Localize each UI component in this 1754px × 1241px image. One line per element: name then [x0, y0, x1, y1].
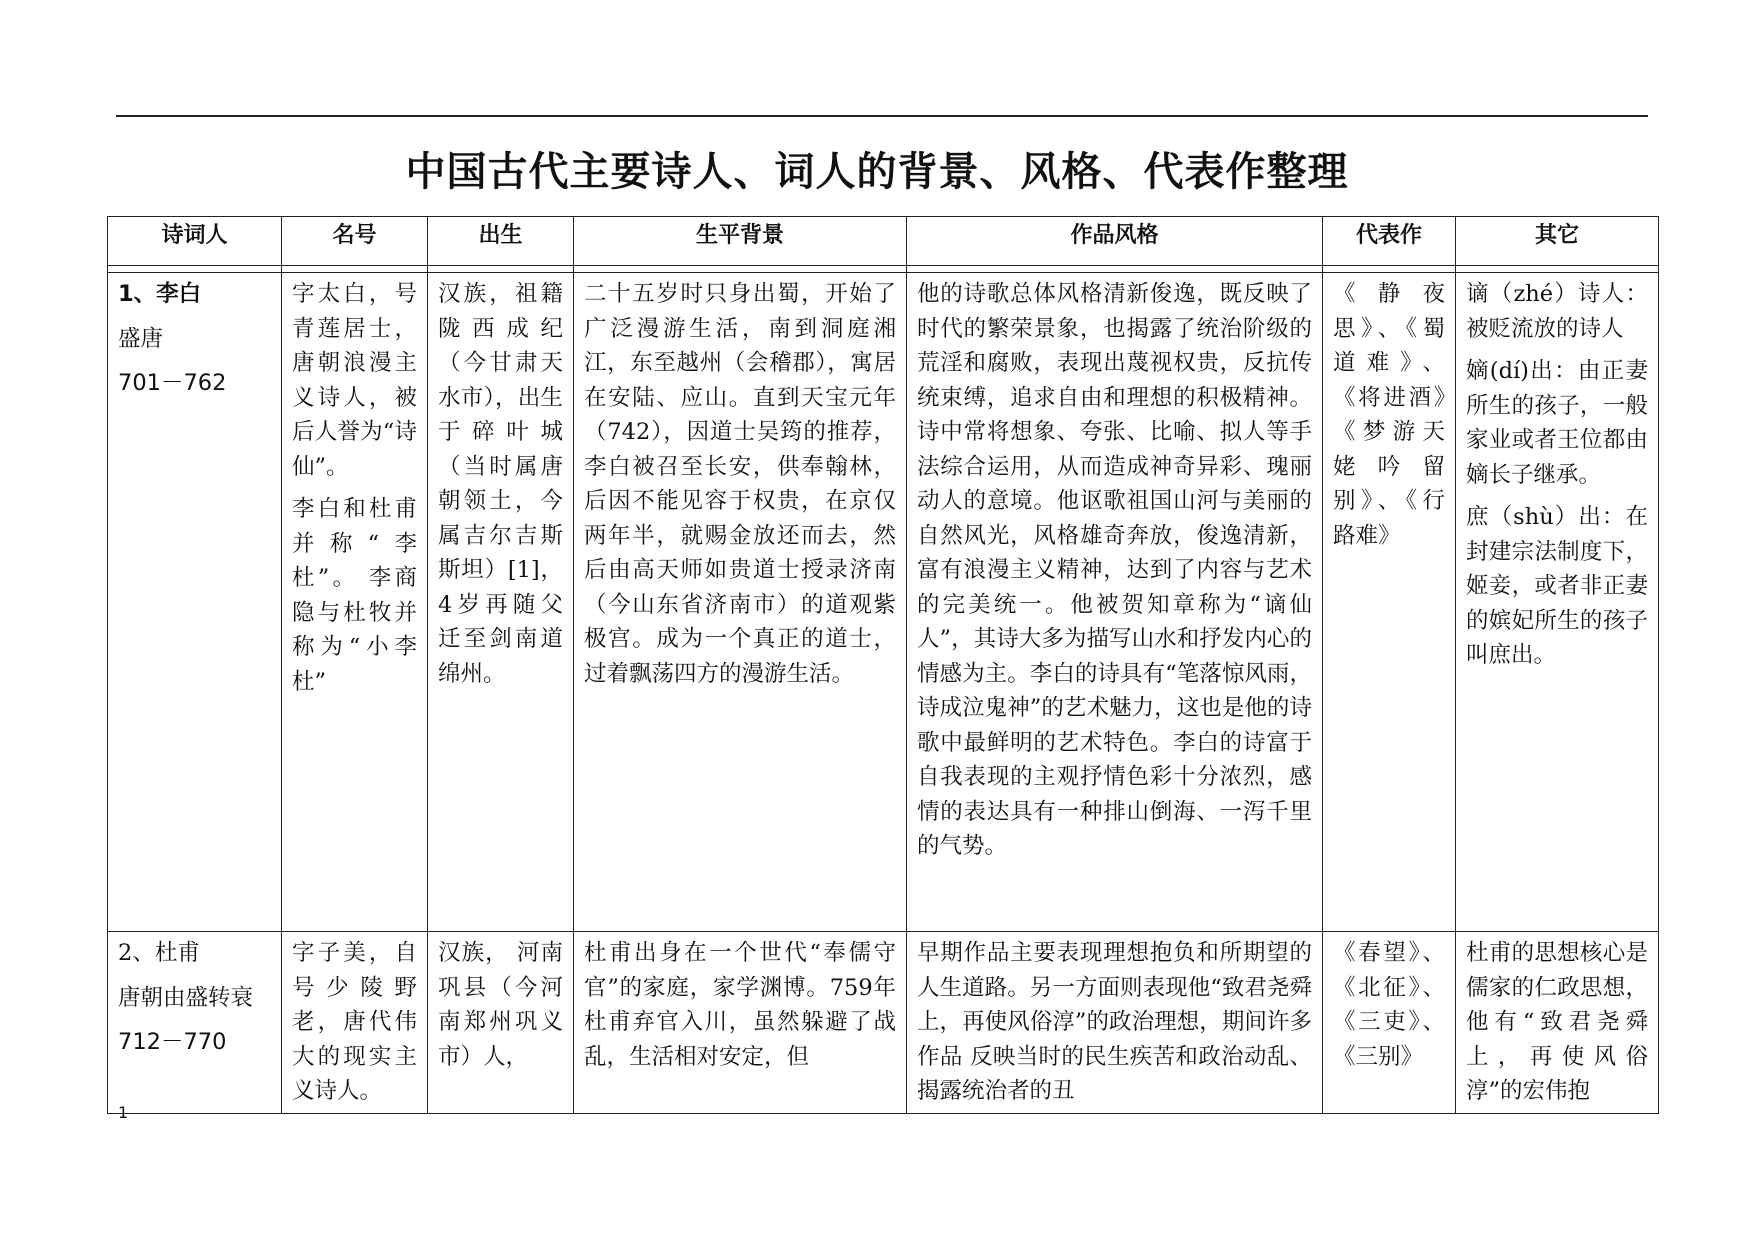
page-number: 1 — [118, 1103, 129, 1122]
header-birth: 出生 — [428, 217, 574, 266]
header-rule — [116, 115, 1648, 117]
works-cell: 《静夜思》、《蜀道难》、《将进酒》《梦游天姥吟留别》、《行路难》 — [1323, 273, 1456, 932]
poets-table — [107, 216, 1659, 1114]
poet-cell — [108, 273, 282, 932]
page-title: 中国古代主要诗人、词人的背景、风格、代表作整理 — [405, 149, 1349, 195]
background-cell: 杜甫出身在一个世代“奉儒守官”的家庭，家学渊博。759年杜甫弃官入川，虽然躲避了战乱，生活相对安定，但 — [574, 932, 907, 1114]
style-cell: 早期作品主要表现理想抱负和所期望的人生道路。另一方面则表现他“致君尧舜上，再使风俗淳”的政治理想，期间许多作品 反映当时的民生疾苦和政治动乱、揭露统治者的丑 — [907, 932, 1323, 1114]
name-cell: 字子美，自号少陵野老，唐代伟大的现实主义诗人。 — [282, 932, 428, 1114]
name-note: 李白和杜甫并称“李杜”。 李商隐与杜牧并称为“小李杜” — [292, 496, 417, 695]
header-other: 其它 — [1456, 217, 1659, 266]
birth-cell: 汉族，祖籍陇西成纪（今甘肃天水市），出生于碎叶城（当时属唐朝领土，今属吉尔吉斯斯坦）[1]，4岁再随父迁至剑南道绵州。 — [428, 273, 574, 932]
header-style: 作品风格 — [907, 217, 1323, 266]
poet-name: 1、李白 — [118, 281, 202, 307]
poet-era: 唐朝由盛转衰 — [118, 984, 254, 1011]
name-cell — [282, 273, 428, 932]
background-cell: 二十五岁时只身出蜀，开始了广泛漫游生活，南到洞庭湘江，东至越州（会稽郡），寓居在安陆、应山。直到天宝元年（742），因道士吴筠的推荐，李白被召至长安，供奉翰林，后因不能见容于权贵，在京仅两年半，就赐金放还而去，然后由高天师如贵道士授录济南（今山东省济南市）的道观紫极宫。成为一个真正的道士，过着飘荡四方的漫游生活。 — [574, 273, 907, 932]
style-cell: 他的诗歌总体风格清新俊逸，既反映了时代的繁荣景象，也揭露了统治阶级的荒淫和腐败，表现出蔑视权贵，反抗传统束缚，追求自由和理想的积极精神。诗中常将想象、夸张、比喻、拟人等手法综合运用，从而造成神奇异彩、瑰丽动人的意境。他讴歌祖国山河与美丽的自然风光，风格雄奇奔放，俊逸清新，富有浪漫主义精神，达到了内容与艺术的完美统一。他被贺知章称为“谪仙人”，其诗大多为描写山水和抒发内心的情感为主。李白的诗具有“笔落惊风雨，诗成泣鬼神”的艺术魅力，这也是他的诗歌中最鲜明的艺术特色。李白的诗富于自我表现的主观抒情色彩十分浓烈，感情的表达具有一种排山倒海、一泻千里的气势。 — [907, 273, 1323, 932]
poet-years: 712－770 — [118, 1029, 227, 1055]
poet-cell — [108, 932, 282, 1114]
birth-cell: 汉族， 河南巩县（今河南郑州巩义市）人， — [428, 932, 574, 1114]
table-spacer-row — [108, 266, 1659, 273]
other-cell — [1456, 273, 1659, 932]
other-cell: 杜甫的思想核心是儒家的仁政思想，他有“致君尧舜上，再使风俗淳”的宏伟抱 — [1456, 932, 1659, 1114]
header-name: 名号 — [282, 217, 428, 266]
table-header-row — [108, 217, 1659, 266]
poet-name: 2、杜甫 — [118, 940, 200, 966]
works-cell: 《春望》、《北征》、《三吏》、《三别》 — [1323, 932, 1456, 1114]
other-note-2: 嫡(dí)出：由正妻所生的孩子，一般家业或者王位都由嫡长子继承。 — [1466, 358, 1648, 488]
header-works: 代表作 — [1323, 217, 1456, 266]
header-background: 生平背景 — [574, 217, 907, 266]
table-row — [108, 273, 1659, 932]
other-note-1: 谪（zhé）诗人：被贬流放的诗人 — [1466, 281, 1648, 342]
poet-years: 701－762 — [118, 370, 227, 396]
poet-era: 盛唐 — [118, 325, 164, 352]
name-text: 字太白，号青莲居士，唐朝浪漫主义诗人，被后人誉为“诗仙”。 — [292, 281, 417, 480]
header-poet: 诗词人 — [108, 217, 282, 266]
other-note-3: 庶（shù）出：在封建宗法制度下，姬妾，或者非正妻的嫔妃所生的孩子叫庶出。 — [1466, 504, 1648, 668]
table-row — [108, 932, 1659, 1114]
